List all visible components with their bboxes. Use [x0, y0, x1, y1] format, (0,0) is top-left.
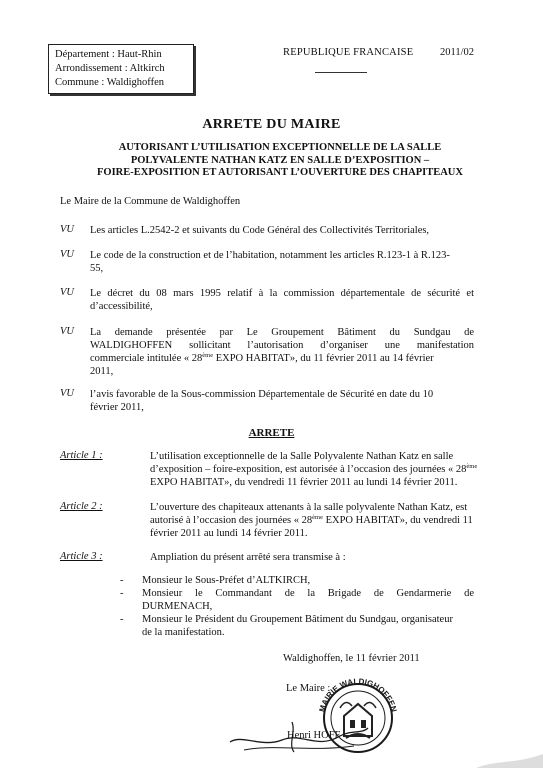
- visa-line: commerciale intitulée « 28ème EXPO HABITAT», du 11 février 2011 au 14 février: [90, 352, 434, 364]
- arrondissement-line: Arrondissement : Altkirch: [55, 63, 165, 74]
- visa-item: [90, 388, 474, 414]
- visa-item: [90, 249, 474, 275]
- article-line: Ampliation du présent arrêté sera transmise à :: [150, 552, 346, 563]
- stamp-text: MAIRIE WALDIGHOFFEN: [317, 676, 399, 713]
- svg-text:MAIRIE WALDIGHOFFEN: [318, 677, 399, 713]
- article-line: L’ouverture des chapiteaux attenants à la salle polyvalente Nathan Katz, est: [150, 502, 468, 513]
- distribution-line: Monsieur le Sous-Préfet d’ALTKIRCH,: [142, 575, 311, 586]
- article-label: Article 3 :: [60, 551, 103, 562]
- visa-item: [90, 287, 474, 313]
- visa-line: l’avis favorable de la Sous-commission Départementale de Sécurité en date du 10: [90, 389, 434, 400]
- arrete-heading: ARRETE: [248, 427, 295, 439]
- subtitle-line: POLYVALENTE NATHAN KATZ EN SALLE D’EXPOSITION –: [130, 154, 430, 166]
- distribution-line: Monsieur le Commandant de la Brigade de Gendarmerie de: [142, 588, 474, 599]
- article-line: autorisé à l’occasion des journées « 28ème EXPO HABITAT», du vendredi 11: [150, 514, 473, 526]
- article-line: EXPO HABITAT», du vendredi 11 février 2011 au lundi 14 février 2011.: [150, 477, 458, 488]
- visa-line: 2011,: [90, 366, 114, 377]
- header-rule: [315, 72, 367, 73]
- distribution-line: de la manifestation.: [142, 627, 225, 638]
- distribution-line: Monsieur le Président du Groupement Bâtiment du Sundgau, organisateur: [142, 614, 453, 625]
- vu-label: VU: [60, 326, 74, 337]
- vu-label: VU: [60, 224, 74, 235]
- scan-edge-mark: [476, 748, 543, 768]
- list-dash: -: [120, 614, 124, 625]
- visa-line: février 2011,: [90, 402, 144, 413]
- document-title: ARRETE DU MAIRE: [202, 117, 341, 132]
- visa-item: [90, 326, 474, 378]
- visa-line: Le décret du 08 mars 1995 relatif à la commission départementale de sécurité et: [90, 288, 474, 299]
- commune-line: Commune : Waldighoffen: [55, 77, 165, 88]
- visa-line: 55,: [90, 263, 104, 274]
- article-label: Article 2 :: [60, 501, 103, 512]
- republique-heading: REPUBLIQUE FRANCAISE: [283, 47, 414, 58]
- vu-label: VU: [60, 249, 74, 260]
- vu-label: VU: [60, 388, 74, 399]
- article-text: [150, 551, 474, 564]
- subtitle-line: AUTORISANT L’UTILISATION EXCEPTIONNELLE DE LA SALLE: [118, 142, 442, 153]
- visa-line: La demande présentée par Le Groupement Bâtiment du Sundgau de: [90, 327, 474, 338]
- le-maire-label: Le Maire :: [286, 683, 331, 694]
- intro-line: Le Maire de la Commune de Waldighoffen: [60, 196, 241, 207]
- decree-number: 2011/02: [440, 47, 475, 58]
- article-label: Article 1 :: [60, 450, 103, 461]
- departement-line: Département : Haut-Rhin: [55, 49, 162, 60]
- mayor-name: Henri HOFF: [287, 730, 341, 741]
- vu-label: VU: [60, 287, 74, 298]
- article-text: [150, 501, 474, 540]
- document-subtitle: [60, 142, 500, 180]
- visa-item: [90, 224, 474, 237]
- article-text: [150, 450, 478, 489]
- subtitle-line: FOIRE-EXPOSITION ET AUTORISANT L’OUVERTURE DES CHAPITEAUX: [97, 167, 463, 178]
- article-line: d’exposition – foire-exposition, est autorisée à l’occasion des journées « 28ème: [150, 463, 478, 475]
- administrative-box: [48, 44, 194, 94]
- list-dash: -: [120, 588, 124, 599]
- article-line: L’utilisation exceptionnelle de la Salle Polyvalente Nathan Katz en salle: [150, 451, 454, 462]
- place-and-date: Waldighoffen, le 11 février 2011: [283, 653, 420, 664]
- distribution-line: DURMENACH,: [142, 601, 213, 612]
- visa-line: Le code de la construction et de l’habitation, notamment les articles R.123-1 à R.123-: [90, 250, 450, 261]
- article-line: février 2011 au lundi 14 février 2011.: [150, 528, 308, 539]
- visa-line: d’accessibilité,: [90, 301, 153, 312]
- visa-line: Les articles L.2542-2 et suivants du Code Général des Collectivités Territoriales,: [90, 225, 430, 236]
- list-dash: -: [120, 575, 124, 586]
- visa-line: WALDIGHOFFEN sollicitant l’autorisation d’organiser une manifestation: [90, 340, 474, 351]
